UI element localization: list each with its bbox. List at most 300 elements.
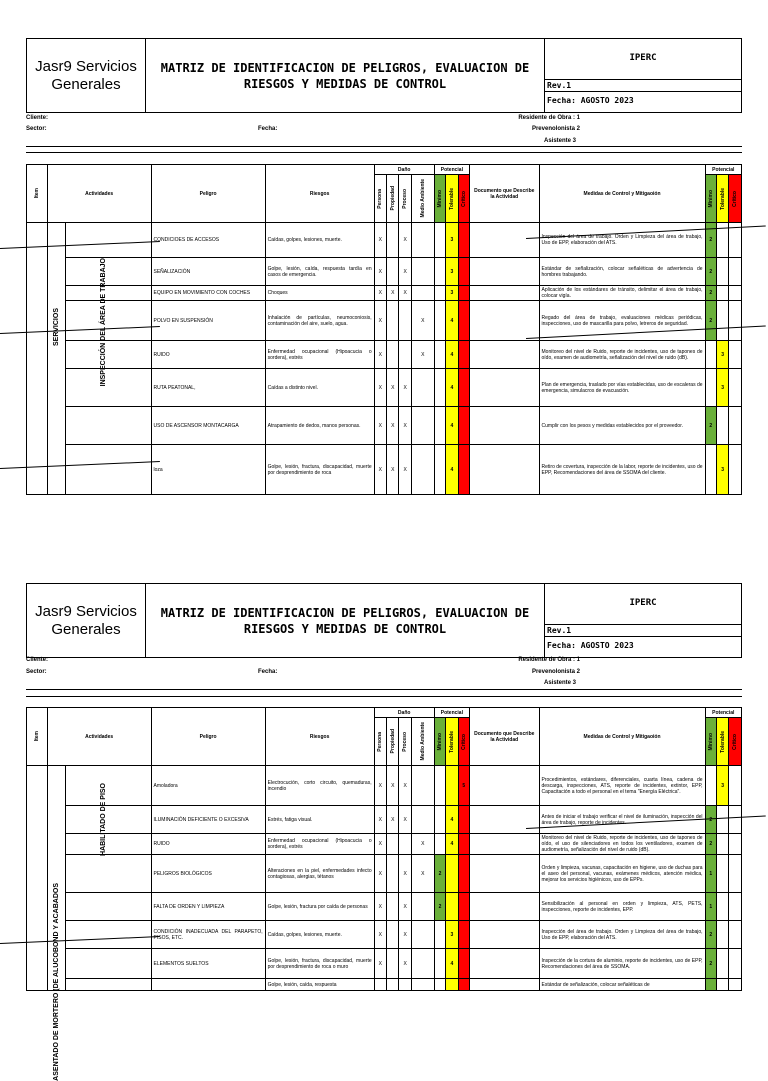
header-persona: Persona — [374, 175, 386, 223]
header-tolerable-2: Tolerable — [716, 175, 728, 223]
medidas-cell: Inspección de la cortura de aluminio, reporte de incidentes, uso de EPP, Recomendaciones del área de SSOMA. — [539, 949, 705, 979]
header-critico-2: Crítico — [729, 175, 742, 223]
post-minimo-cell: 2 — [705, 949, 716, 979]
group-label-outer: ASENTADO DE MORTERO (DE ALUCOBOND Y ACABADOS — [53, 883, 60, 1081]
minimo-cell: 2 — [434, 855, 445, 893]
documento-cell — [470, 806, 540, 834]
info-row-sector — [26, 667, 742, 677]
documento-cell — [470, 301, 540, 341]
table-header — [27, 165, 742, 223]
post-tolerable-cell — [716, 258, 728, 286]
table-row — [27, 301, 742, 341]
post-tolerable-cell — [716, 855, 728, 893]
post-minimo-cell: 2 — [705, 921, 716, 949]
proceso-cell: X — [399, 921, 411, 949]
tolerable-cell: 4 — [446, 806, 458, 834]
header-medidas: Medidas de Control y Mitigaоión — [539, 165, 705, 223]
header-medio-ambiente: Medio Ambiente — [411, 175, 434, 223]
header-potencial-2: Potencial — [705, 165, 741, 175]
post-critico-cell — [729, 766, 742, 806]
persona-cell: X — [374, 258, 386, 286]
riesgo-cell: Inhalación de partículas, neumoconiosis, contaminación del aire, suelo, agua. — [265, 301, 374, 341]
medio-ambiente-cell — [411, 407, 434, 445]
cliente-label: Cliente: — [26, 115, 49, 121]
propiedad-cell — [387, 921, 399, 949]
propiedad-cell — [387, 301, 399, 341]
residente-label: Residente de Obra : 1 — [518, 115, 580, 121]
table-row — [27, 855, 742, 893]
proceso-cell: X — [399, 258, 411, 286]
sector-label: Sector: — [26, 669, 47, 675]
propiedad-cell — [387, 979, 399, 991]
tolerable-cell: 4 — [446, 341, 458, 369]
propiedad-cell: X — [387, 766, 399, 806]
critico-cell — [458, 834, 469, 855]
header-peligro: Peligro — [151, 708, 265, 766]
activity-detail-cell — [66, 979, 151, 991]
table-body — [27, 223, 742, 495]
medio-ambiente-cell — [411, 893, 434, 921]
post-minimo-cell: 2 — [705, 301, 716, 341]
post-minimo-cell: 1 — [705, 855, 716, 893]
header-propiedad: Propiedad — [387, 175, 399, 223]
riesgo-cell: Golpe, lesión, caída, respuesta — [265, 979, 374, 991]
header-critico: Crítico — [458, 175, 469, 223]
tolerable-cell — [446, 855, 458, 893]
post-tolerable-cell — [716, 407, 728, 445]
riesgo-cell: Electrocución, corto circuito, quemaduras, incendio — [265, 766, 374, 806]
persona-cell: X — [374, 893, 386, 921]
persona-cell — [374, 979, 386, 991]
peligro-cell: CONDICIÓN INADECUADA DEL PARAPETO, PISOS, ETC. — [151, 921, 265, 949]
proceso-cell: X — [399, 766, 411, 806]
table-row — [27, 369, 742, 407]
riesgo-cell: Golpe, lesión, fractura por caída de personas — [265, 893, 374, 921]
riesgo-cell: Enfermedad ocupacional (Hipoacucia o sordera), estrés — [265, 341, 374, 369]
peligro-cell: loza — [151, 445, 265, 495]
post-tolerable-cell — [716, 806, 728, 834]
header-minimo: Mínimo — [434, 175, 445, 223]
documento-cell — [470, 258, 540, 286]
medio-ambiente-cell — [411, 979, 434, 991]
medio-ambiente-cell: X — [411, 301, 434, 341]
proceso-cell — [399, 301, 411, 341]
proceso-cell: X — [399, 806, 411, 834]
header-riesgos: Riesgos — [265, 708, 374, 766]
activity-detail-cell — [66, 407, 151, 445]
info-row-cliente — [26, 113, 742, 123]
persona-cell: X — [374, 369, 386, 407]
riesgo-cell: Estrés, fatiga visual. — [265, 806, 374, 834]
riesgo-cell: Atrapamiento de dedos, manos personas. — [265, 407, 374, 445]
riesgo-cell: Golpe, lesión, fractura, discapacidad, muerte por desprendimiento de roca — [265, 445, 374, 495]
post-critico-cell — [729, 979, 742, 991]
critico-cell — [458, 855, 469, 893]
document-date: Fecha: AGOSTO 2023 — [544, 92, 742, 113]
table-row — [27, 258, 742, 286]
propiedad-cell — [387, 834, 399, 855]
group-label-servicios: SERVICIOS — [53, 308, 60, 346]
minimo-cell — [434, 445, 445, 495]
riesgo-cell: Choques — [265, 286, 374, 301]
persona-cell: X — [374, 855, 386, 893]
peligro-cell: RUTA PEATONAL, — [151, 369, 265, 407]
riesgo-cell: Enfermedad ocupacional (Hipoacucia o sordera), estrés — [265, 834, 374, 855]
critico-cell — [458, 979, 469, 991]
minimo-cell — [434, 369, 445, 407]
peligro-cell: RUIDO — [151, 341, 265, 369]
riesgo-cell: Caídas, golpes, lesiones, muerte. — [265, 921, 374, 949]
tolerable-cell: 4 — [446, 834, 458, 855]
persona-cell: X — [374, 445, 386, 495]
riesgo-cell: Caídas a distinto nivel. — [265, 369, 374, 407]
activity-detail-cell — [66, 369, 151, 407]
activity-detail-cell — [66, 855, 151, 893]
critico-cell — [458, 286, 469, 301]
medidas-cell: Plan de emergencia, traslado por vías establecidas, uso de escaleras de emergencia, simulacros de evacuación. — [539, 369, 705, 407]
table-row — [27, 979, 742, 991]
persona-cell: X — [374, 766, 386, 806]
table-row — [27, 445, 742, 495]
prevencionista-label: Prevenolonista 2 — [531, 126, 580, 132]
table-body — [27, 766, 742, 991]
revision-label: Rev.1 — [544, 80, 742, 92]
critico-cell — [458, 806, 469, 834]
medio-ambiente-cell — [411, 223, 434, 258]
post-minimo-cell — [705, 369, 716, 407]
post-critico-cell — [729, 949, 742, 979]
header-actividades: Actividades — [47, 165, 151, 223]
table-row — [27, 834, 742, 855]
medidas-cell: Estándar de señalización, colocar señaléticas de advertencia de hombres trabajando. — [539, 258, 705, 286]
documento-cell — [470, 893, 540, 921]
info-row-asistente — [26, 678, 742, 688]
post-critico-cell — [729, 286, 742, 301]
tolerable-cell: 4 — [446, 407, 458, 445]
medidas-cell: Regado del área de trabajo, evaluaciones médicas periódicas, inspecciones, uso de mascarilla para polvo, letreros de seguridad. — [539, 301, 705, 341]
critico-cell — [458, 258, 469, 286]
medio-ambiente-cell: X — [411, 834, 434, 855]
minimo-cell — [434, 979, 445, 991]
divider — [26, 152, 742, 153]
tolerable-cell: 4 — [446, 369, 458, 407]
post-critico-cell — [729, 341, 742, 369]
minimo-cell — [434, 834, 445, 855]
header-actividades: Actividades — [47, 708, 151, 766]
post-tolerable-cell: 3 — [716, 369, 728, 407]
iperc-label: IPERC — [544, 583, 742, 625]
documento-cell — [470, 407, 540, 445]
asistente-label: Asistente 3 — [543, 680, 576, 686]
medio-ambiente-cell — [411, 766, 434, 806]
header-peligro: Peligro — [151, 165, 265, 223]
propiedad-cell — [387, 949, 399, 979]
table-row — [27, 921, 742, 949]
peligro-cell: POLVO EN SUSPENSIÓN — [151, 301, 265, 341]
medio-ambiente-cell: X — [411, 341, 434, 369]
peligro-cell: PELIGROS BIOLÓGICOS — [151, 855, 265, 893]
post-minimo-cell: 2 — [705, 286, 716, 301]
riesgo-cell: Caídas, golpes, lesiones, muerte. — [265, 223, 374, 258]
post-critico-cell — [729, 855, 742, 893]
header-proceso: Proceso — [399, 175, 411, 223]
persona-cell: X — [374, 949, 386, 979]
item-cell — [27, 766, 48, 991]
header-minimo: Mínimo — [434, 718, 445, 766]
post-minimo-cell: 2 — [705, 834, 716, 855]
medidas-cell: Monitoreo del nivel de Ruido, reporte de incidentes, uso de tapones de oído, examen de audiometría, señalización del nivel de ruido (dB). — [539, 341, 705, 369]
post-critico-cell — [729, 834, 742, 855]
header-medidas: Medidas de Control y Mitigaоión — [539, 708, 705, 766]
post-tolerable-cell — [716, 286, 728, 301]
post-tolerable-cell: 3 — [716, 341, 728, 369]
peligro-cell: RUIDO — [151, 834, 265, 855]
persona-cell: X — [374, 921, 386, 949]
riesgo-cell: Golpe, lesión, fractura, discapacidad, muerte por desprendimiento de roca o muro — [265, 949, 374, 979]
peligro-cell: FALTA DE ORDEN Y LIMPIEZA — [151, 893, 265, 921]
post-critico-cell — [729, 407, 742, 445]
post-minimo-cell: 2 — [705, 407, 716, 445]
documento-cell — [470, 921, 540, 949]
minimo-cell — [434, 806, 445, 834]
proceso-cell — [399, 341, 411, 369]
propiedad-cell: X — [387, 407, 399, 445]
medidas-cell: Orden y limpieza, vacunas, capacitación en higiene, uso de duchas para el aseo del personal, vacunas, exámenes médicos, atención médica, mejorar los servicios higiénicos, uso de EPPs. — [539, 855, 705, 893]
tolerable-cell — [446, 893, 458, 921]
persona-cell: X — [374, 806, 386, 834]
post-minimo-cell: 2 — [705, 258, 716, 286]
minimo-cell — [434, 258, 445, 286]
post-tolerable-cell — [716, 949, 728, 979]
medio-ambiente-cell: X — [411, 855, 434, 893]
header-riesgos: Riesgos — [265, 165, 374, 223]
header-persona: Persona — [374, 718, 386, 766]
tolerable-cell: 4 — [446, 949, 458, 979]
documento-cell — [470, 834, 540, 855]
peligro-cell: ILUMINACIÓN DEFICIENTE O EXCESIVA — [151, 806, 265, 834]
sheet-header — [26, 583, 742, 698]
critico-cell — [458, 369, 469, 407]
documento-cell — [470, 341, 540, 369]
header-tolerable: Tolerable — [446, 175, 458, 223]
riesgo-cell: Golpe, lesión, caída, respuesta tardía en casos de emergencia. — [265, 258, 374, 286]
peligro-cell: USO DE ASCENSOR MONTACARGA — [151, 407, 265, 445]
activity-detail-cell — [66, 286, 151, 301]
propiedad-cell — [387, 223, 399, 258]
propiedad-cell: X — [387, 369, 399, 407]
header-potencial: Potencial — [434, 708, 469, 718]
minimo-cell — [434, 341, 445, 369]
persona-cell: X — [374, 223, 386, 258]
post-critico-cell — [729, 301, 742, 341]
revision-label: Rev.1 — [544, 625, 742, 637]
post-critico-cell — [729, 893, 742, 921]
medio-ambiente-cell — [411, 806, 434, 834]
persona-cell: X — [374, 301, 386, 341]
minimo-cell — [434, 301, 445, 341]
medidas-cell: Estándar de señalización, colocar señaléticas de — [539, 979, 705, 991]
activity-detail-cell — [66, 834, 151, 855]
fecha-label: Fecha: — [258, 669, 278, 675]
peligro-cell: Amoladora — [151, 766, 265, 806]
table-row — [27, 407, 742, 445]
prevencionista-label: Prevenolonista 2 — [531, 669, 580, 675]
documento-cell — [470, 979, 540, 991]
documento-cell — [470, 766, 540, 806]
company-name — [26, 583, 146, 658]
table-row — [27, 806, 742, 834]
company-name — [26, 38, 146, 113]
tolerable-cell: 3 — [446, 258, 458, 286]
group-label-inspeccion: INSPECCIÓN DEL ÁREA DE TRABAJO — [100, 258, 107, 387]
minimo-cell — [434, 766, 445, 806]
minimo-cell: 2 — [434, 893, 445, 921]
proceso-cell: X — [399, 855, 411, 893]
medio-ambiente-cell — [411, 921, 434, 949]
activity-detail-cell — [66, 949, 151, 979]
persona-cell: X — [374, 407, 386, 445]
proceso-cell: X — [399, 369, 411, 407]
header-dano: Daño — [374, 708, 434, 718]
item-cell — [27, 223, 48, 495]
minimo-cell — [434, 949, 445, 979]
post-minimo-cell — [705, 445, 716, 495]
propiedad-cell — [387, 258, 399, 286]
header-potencial-2: Potencial — [705, 708, 741, 718]
risk-matrix-table — [26, 164, 742, 495]
medidas-cell: Procedimientos, estándares, diferenciales, cuarta línea, cadena de descarga, inspecciones, ATS, reporte de incidentes, extintor, EPP, Capacitación a todo el personal en el tema "Energía Eléctrica". — [539, 766, 705, 806]
document-title: MATRIZ DE IDENTIFICACION DE PELIGROS, EVALUACION DE RIESGOS Y MEDIDAS DE CONTROL — [146, 38, 544, 113]
minimo-cell — [434, 407, 445, 445]
documento-cell — [470, 855, 540, 893]
iperc-sheet-2 — [26, 583, 742, 1081]
tolerable-cell: 3 — [446, 286, 458, 301]
medidas-cell: Retiro de covertura, inspección de la labor, reporte de incidentes, uso de EPP, Recomendaciones del área de SSOMA del cliente. — [539, 445, 705, 495]
peligro-cell — [151, 979, 265, 991]
header-proceso: Proceso — [399, 718, 411, 766]
medidas-cell: Cumplir con los pesos y medidas establecidos por el proveedor. — [539, 407, 705, 445]
header-critico-2: Crítico — [729, 718, 742, 766]
header-minimo-2: Mínimo — [705, 175, 716, 223]
proceso-cell: X — [399, 445, 411, 495]
header-documento: Doсumento que Desсribe la Aсtividad — [470, 708, 540, 766]
medio-ambiente-cell — [411, 258, 434, 286]
persona-cell: X — [374, 286, 386, 301]
medidas-cell: Antes de iniciar el trabajo verificar el nivel de iluminación, inspección del área de trabajo, reporte de incidentes. — [539, 806, 705, 834]
activity-detail-cell — [66, 893, 151, 921]
propiedad-cell: X — [387, 286, 399, 301]
proceso-cell: X — [399, 223, 411, 258]
critico-cell — [458, 407, 469, 445]
sheet-header — [26, 38, 742, 153]
post-critico-cell — [729, 921, 742, 949]
header-tolerable: Tolerable — [446, 718, 458, 766]
header-documento: Doсumento que Desсribe la Aсtividad — [470, 165, 540, 223]
table-row — [27, 223, 742, 258]
document-date: Fecha: AGOSTO 2023 — [544, 637, 742, 658]
post-minimo-cell — [705, 341, 716, 369]
propiedad-cell — [387, 855, 399, 893]
post-minimo-cell — [705, 766, 716, 806]
critico-cell — [458, 301, 469, 341]
persona-cell: X — [374, 834, 386, 855]
post-tolerable-cell — [716, 834, 728, 855]
fecha-label: Fecha: — [258, 126, 278, 132]
divider — [26, 146, 742, 147]
post-tolerable-cell: 3 — [716, 766, 728, 806]
medio-ambiente-cell — [411, 445, 434, 495]
post-critico-cell — [729, 258, 742, 286]
table-header — [27, 708, 742, 766]
info-row-sector — [26, 124, 742, 134]
activity-detail-cell — [66, 223, 151, 258]
iperc-label: IPERC — [544, 38, 742, 80]
persona-cell: X — [374, 341, 386, 369]
post-minimo-cell — [705, 979, 716, 991]
medio-ambiente-cell — [411, 949, 434, 979]
activity-detail-cell — [66, 301, 151, 341]
peligro-cell: EQUIPO EN MOVIMIENTO CON COCHES — [151, 286, 265, 301]
company-name-line2: Generales — [51, 620, 121, 638]
risk-matrix-table — [26, 707, 742, 991]
activity-detail-cell — [66, 445, 151, 495]
document-title: MATRIZ DE IDENTIFICACION DE PELIGROS, EVALUACION DE RIESGOS Y MEDIDAS DE CONTROL — [146, 583, 544, 658]
tolerable-cell — [446, 766, 458, 806]
sector-label: Sector: — [26, 126, 47, 132]
table-row — [27, 766, 742, 806]
peligro-cell: SEÑALIZACIÓN — [151, 258, 265, 286]
critico-cell — [458, 893, 469, 921]
company-name-line1: Jasr9 Servicios — [35, 57, 137, 75]
post-critico-cell — [729, 806, 742, 834]
tolerable-cell: 4 — [446, 301, 458, 341]
propiedad-cell: X — [387, 445, 399, 495]
proceso-cell: X — [399, 286, 411, 301]
propiedad-cell: X — [387, 806, 399, 834]
info-row-asistente — [26, 136, 742, 146]
peligro-cell: ELEMENTOS SUELTOS — [151, 949, 265, 979]
medio-ambiente-cell — [411, 369, 434, 407]
propiedad-cell — [387, 341, 399, 369]
company-name-line2: Generales — [51, 75, 121, 93]
critico-cell — [458, 949, 469, 979]
post-tolerable-cell: 3 — [716, 445, 728, 495]
table-row — [27, 341, 742, 369]
critico-cell — [458, 445, 469, 495]
proceso-cell: X — [399, 407, 411, 445]
documento-cell — [470, 286, 540, 301]
medidas-cell: Inspección del área de trabajo. Orden y Limpieza del área de trabajo, Uso de EPP, elaboración del ATS. — [539, 223, 705, 258]
proceso-cell — [399, 834, 411, 855]
header-item: Item — [27, 708, 48, 766]
header-item: Item — [27, 165, 48, 223]
company-name-line1: Jasr9 Servicios — [35, 602, 137, 620]
post-critico-cell — [729, 445, 742, 495]
tolerable-cell — [446, 979, 458, 991]
critico-cell — [458, 223, 469, 258]
cliente-label: Cliente: — [26, 657, 49, 663]
header-dano: Daño — [374, 165, 434, 175]
critico-cell — [458, 341, 469, 369]
activity-detail-cell — [66, 258, 151, 286]
activity-detail-cell — [66, 921, 151, 949]
group-label-habilitado: HABILITADO DE PISO — [100, 783, 107, 856]
residente-label: Residente de Obra : 1 — [518, 657, 580, 663]
table-row — [27, 949, 742, 979]
medidas-cell: Sensibilización al personal en orden y limpieza, ATS, PETS, inspecciones, reporte de incidentes, EPP. — [539, 893, 705, 921]
minimo-cell — [434, 921, 445, 949]
minimo-cell — [434, 286, 445, 301]
